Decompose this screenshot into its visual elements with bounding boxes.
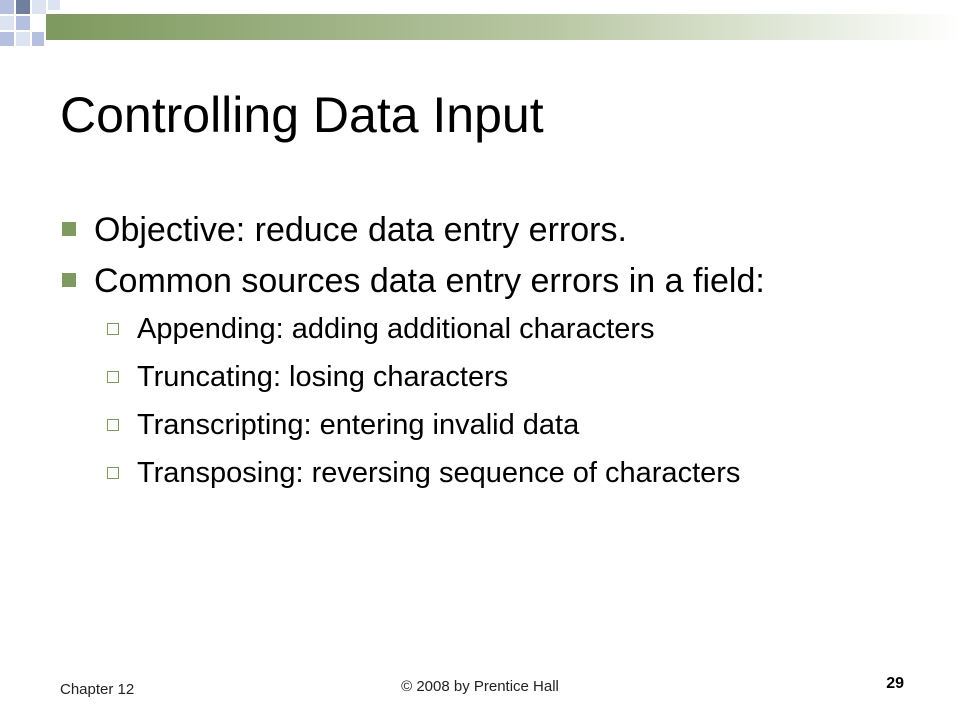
sub-bullet-list (94, 313, 920, 490)
bullet-item-common-sources (60, 261, 920, 490)
header-decoration-graphic (0, 0, 960, 48)
header-decoration (0, 0, 960, 48)
sub-bullet-text: Truncating: losing characters (137, 361, 509, 393)
bullet-text: Objective: reduce data entry errors. (94, 211, 627, 249)
sub-bullet-text: Appending: adding additional characters (137, 313, 655, 345)
hollow-square-bullet-icon (107, 467, 119, 479)
bullet-list (60, 210, 920, 490)
footer-chapter: Chapter 12 (60, 681, 135, 698)
hollow-square-bullet-icon (107, 419, 119, 431)
slide-title: Controlling Data Input (60, 87, 544, 143)
sub-bullet-item-truncating (94, 361, 920, 394)
square-bullet-icon (62, 222, 76, 236)
sub-bullet-item-transcripting (94, 409, 920, 442)
square-bullet-icon (62, 273, 76, 287)
sub-bullet-item-appending (94, 313, 920, 346)
bullet-text: Common sources data entry errors in a field: (94, 262, 765, 300)
footer-copyright: © 2008 by Prentice Hall (401, 678, 559, 695)
slide-body (60, 210, 920, 505)
slide-number: 29 (886, 675, 904, 692)
sub-bullet-text: Transcripting: entering invalid data (137, 409, 580, 441)
hollow-square-bullet-icon (107, 371, 119, 383)
sub-bullet-text: Transposing: reversing sequence of characters (137, 457, 741, 489)
bullet-item-objective (60, 210, 920, 250)
sub-bullet-item-transposing (94, 457, 920, 490)
hollow-square-bullet-icon (107, 323, 119, 335)
